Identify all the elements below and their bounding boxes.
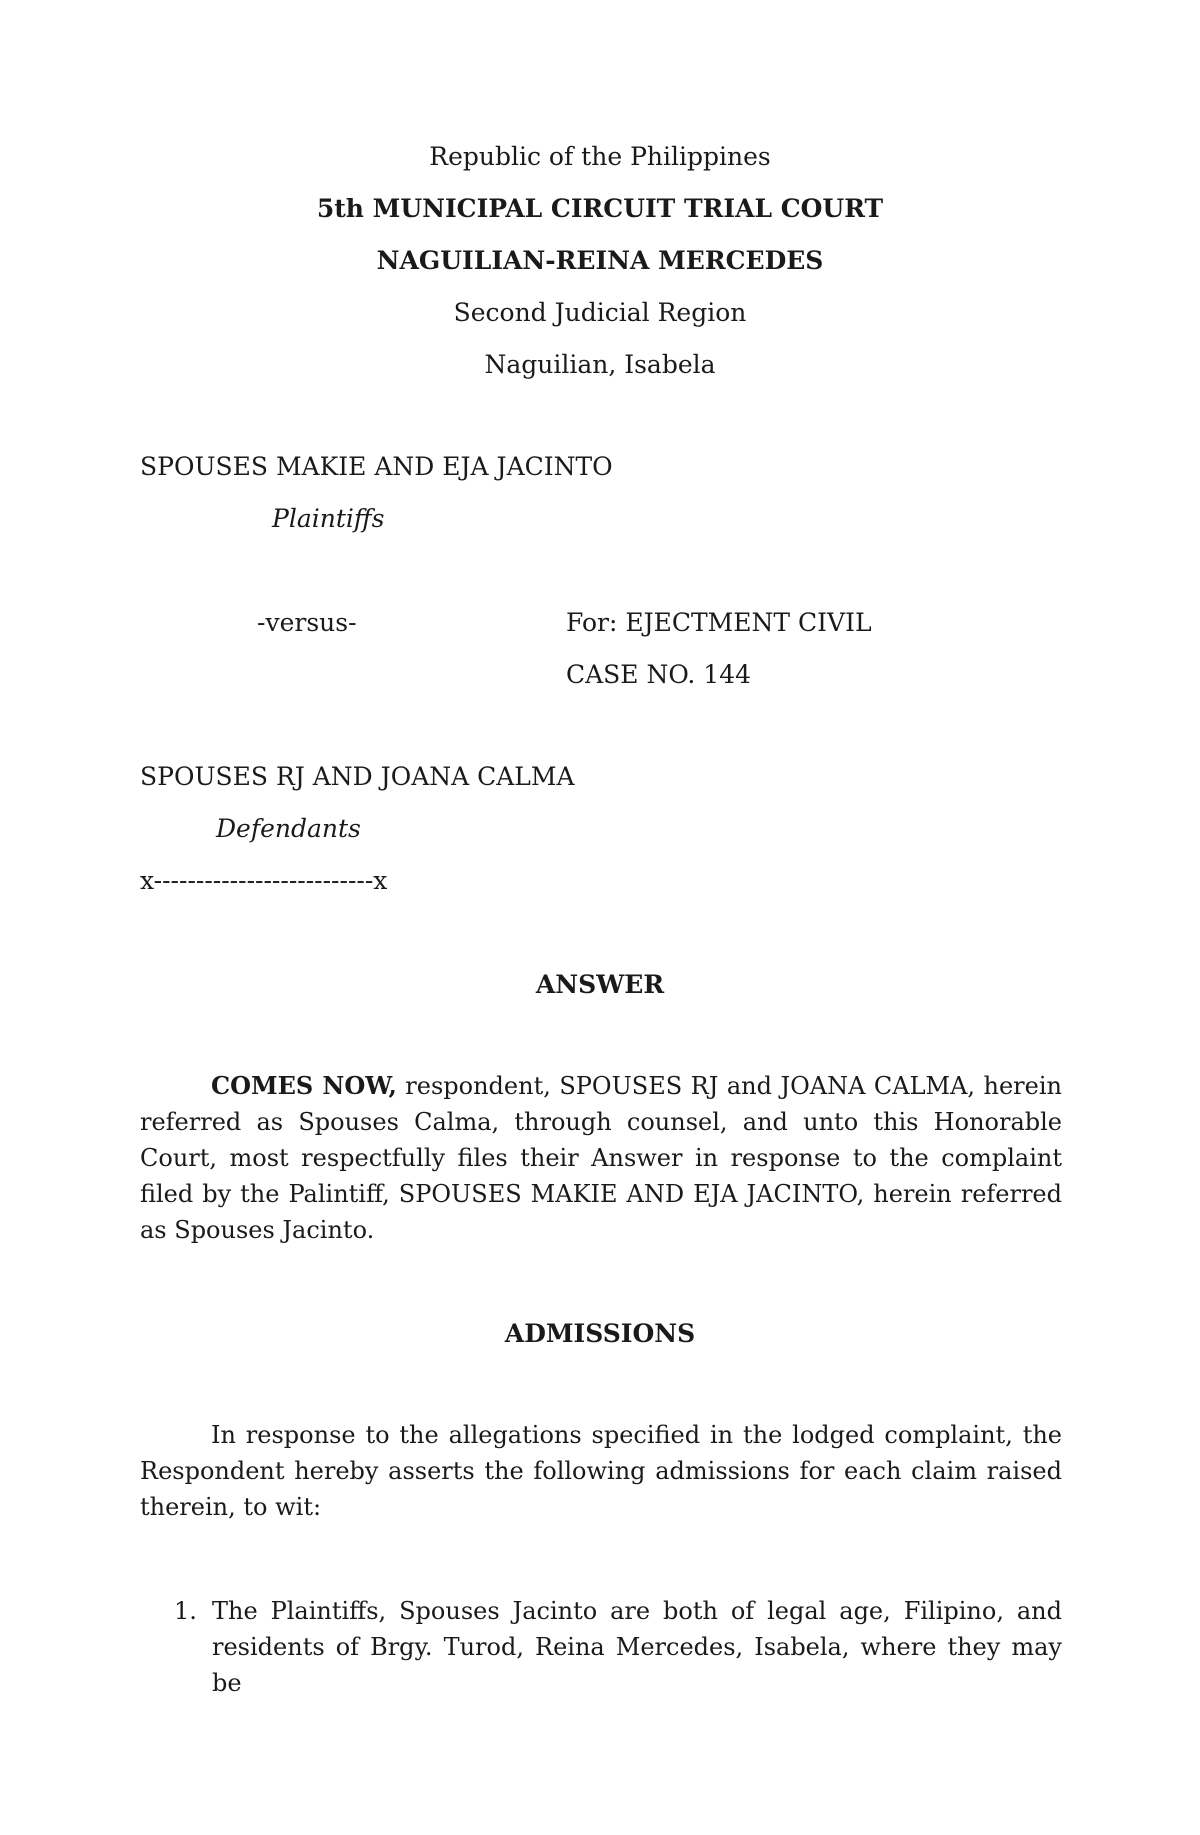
answer-lead: COMES NOW, [211,1071,397,1100]
list-item-text: The Plaintiffs, Spouses Jacinto are both of legal age, Filipino, and residents of Brgy. Turod, Reina Mercedes, Isabela, where they may be [212,1597,1062,1697]
header-municipality: NAGUILIAN-REINA MERCEDES [376,246,824,275]
caption-separator: x--------------------------x [140,866,388,895]
plaintiffs-label: Plaintiffs [272,504,385,533]
header-location: Naguilian, Isabela [484,350,716,379]
plaintiffs-name: SPOUSES MAKIE AND EJA JACINTO [140,452,613,481]
answer-title: ANSWER [535,970,665,999]
header-republic: Republic of the Philippines [429,142,771,171]
answer-paragraph [140,1068,1062,1248]
list-item [140,1593,1062,1701]
header-region: Second Judicial Region [453,298,747,327]
case-number: CASE NO. 144 [566,660,752,689]
admissions-title: ADMISSIONS [504,1319,696,1348]
versus-label: -versus- [257,608,357,637]
answer-body: respondent, SPOUSES RJ and JOANA CALMA, herein referred as Spouses Calma, through counsel, and unto this Honorable Court, most respectfully files their Answer in response to the complaint filed by the Palintiff, SPOUSES MAKIE AND EJA JACINTO, herein referred as Spouses Jacinto. [140,1072,1062,1244]
case-type: For: EJECTMENT CIVIL [566,608,872,637]
admissions-intro: In response to the allegations specified in the lodged complaint, the Respondent hereby asserts the following admissions for each claim raised therein, to wit: [140,1421,1062,1521]
defendants-name: SPOUSES RJ AND JOANA CALMA [140,762,575,791]
list-item-number: 1. [174,1597,197,1625]
defendants-label: Defendants [216,814,361,843]
header-court: 5th MUNICIPAL CIRCUIT TRIAL COURT [316,194,884,223]
